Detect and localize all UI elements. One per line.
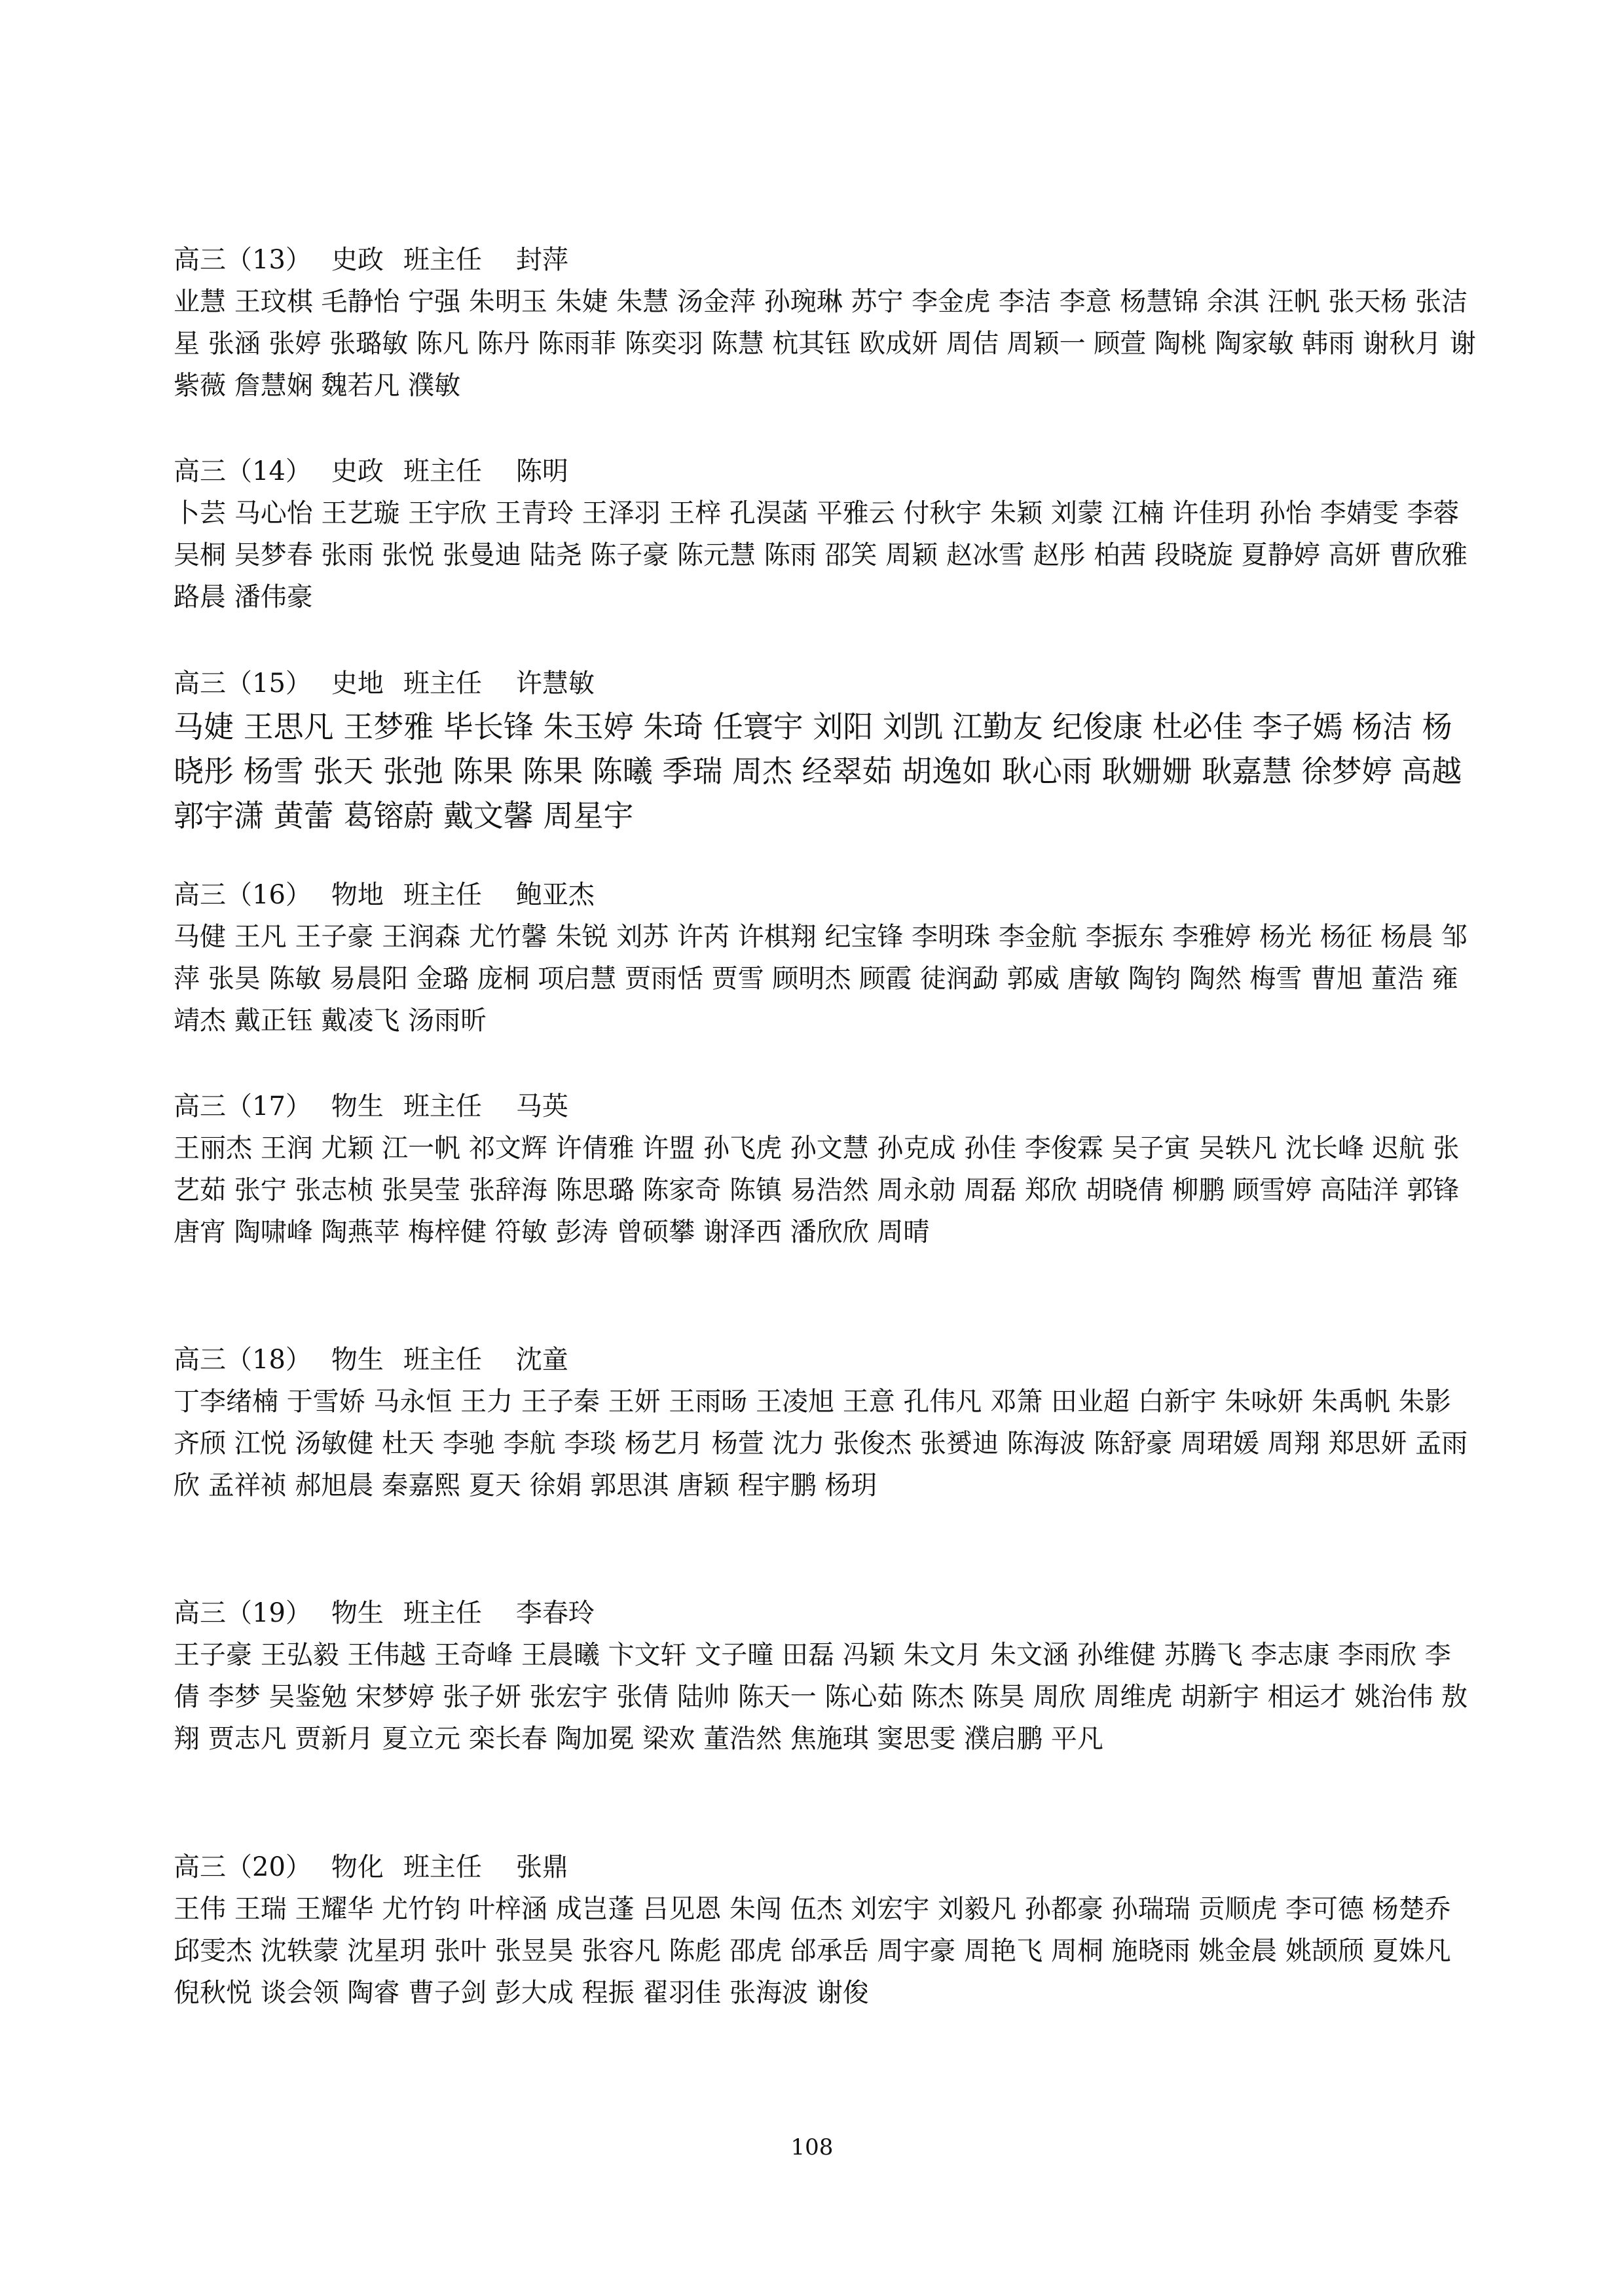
teacher-label: 班主任 [403, 245, 482, 275]
class-header [174, 450, 1477, 492]
teacher-name: 张鼎 [515, 1852, 568, 1882]
teacher-name: 鲍亚杰 [515, 880, 595, 910]
page-number: 108 [790, 2134, 834, 2160]
student-names: 王丽杰 王润 尤颖 江一帆 祁文辉 许倩雅 许盟 孙飞虎 孙文慧 孙克成 孙佳 李俊霖 吴子寅 吴轶凡 沈长峰 迟航 张艺茹 张宁 张志桢 张昊莹 张辞海 陈思璐 陈家奇 陈镇 易浩然 周永勍 周磊 郑欣 胡晓倩 柳鹏 顾雪婷 高陆洋 郭锋 唐宵 陶啸峰 陶燕苹 梅梓健 符敏 彭涛 曾硕攀 谢泽西 潘欣欣 周晴 [174, 1133, 1460, 1247]
class-section-17 [174, 1085, 1477, 1253]
teacher-name: 马英 [515, 1091, 568, 1121]
teacher-label: 班主任 [403, 1852, 482, 1882]
teacher-name: 李春玲 [515, 1598, 595, 1628]
class-section-14 [174, 450, 1477, 618]
class-label: 高三（14） [174, 456, 312, 486]
teacher-label: 班主任 [403, 668, 482, 699]
class-header [174, 1846, 1477, 1888]
class-header [174, 1339, 1477, 1381]
class-header [174, 663, 1477, 704]
student-names: 马婕 王思凡 王梦雅 毕长锋 朱玉婷 朱琦 任寰宇 刘阳 刘凯 江勤友 纪俊康 杜必佳 李子嫣 杨洁 杨晓彤 杨雪 张天 张弛 陈果 陈果 陈曦 季瑞 周杰 经翠茹 胡逸如 耿心雨 耿姗姗 耿嘉慧 徐梦婷 高越 郭宇潇 黄蕾 葛镕蔚 戴文馨 周星宇 [174, 709, 1462, 833]
student-names: 王伟 王瑞 王耀华 尤竹钧 叶梓涵 成岂蓬 吕见恩 朱闯 伍杰 刘宏宇 刘毅凡 孙都豪 孙瑞瑞 贡顺虎 李可德 杨楚乔 邱雯杰 沈轶蒙 沈星玥 张叶 张昱昊 张容凡 陈彪 邵虎 邰承岳 周宇豪 周艳飞 周桐 施晓雨 姚金晨 姚颉颀 夏姝凡 倪秋悦 谈会领 陶睿 曹子剑 彭大成 程振 翟羽佳 张海波 谢俊 [174, 1894, 1451, 2008]
class-track: 物化 [331, 1852, 384, 1882]
student-names: 业慧 王玟棋 毛静怡 宁强 朱明玉 朱婕 朱慧 汤金萍 孙琬琳 苏宁 李金虎 李洁 李意 杨慧锦 余淇 汪帆 张天杨 张洁星 张涵 张婷 张璐敏 陈凡 陈丹 陈雨菲 陈奕羽 陈慧 杭其钰 欧成妍 周佶 周颖一 顾萱 陶桃 陶家敏 韩雨 谢秋月 谢紫薇 詹慧娴 魏若凡 濮敏 [174, 287, 1476, 401]
class-label: 高三（13） [174, 245, 312, 275]
class-section-13 [174, 239, 1477, 407]
class-track: 史政 [331, 456, 384, 486]
teacher-label: 班主任 [403, 1091, 482, 1121]
class-label: 高三（18） [174, 1345, 312, 1375]
class-track: 物生 [331, 1598, 384, 1628]
class-track: 史政 [331, 245, 384, 275]
class-section-18 [174, 1339, 1477, 1506]
class-section-16 [174, 874, 1477, 1042]
class-track: 物生 [331, 1091, 384, 1121]
teacher-name: 沈童 [515, 1345, 568, 1375]
class-track: 物生 [331, 1345, 384, 1375]
class-header [174, 1085, 1477, 1127]
class-section-20 [174, 1846, 1477, 2014]
class-label: 高三（15） [174, 668, 312, 699]
class-header [174, 239, 1477, 281]
student-names: 丁李绪楠 于雪娇 马永恒 王力 王子秦 王妍 王雨旸 王凌旭 王意 孔伟凡 邓箫 田业超 白新宇 朱咏妍 朱禹帆 朱影 齐颀 江悦 汤敏健 杜天 李驰 李航 李琰 杨艺月 杨萱 沈力 张俊杰 张赟迪 陈海波 陈舒豪 周珺媛 周翔 郑思妍 孟雨欣 孟祥祯 郝旭晨 秦嘉熙 夏天 徐娟 郭思淇 唐颖 程宇鹏 杨玥 [174, 1387, 1468, 1501]
teacher-label: 班主任 [403, 456, 482, 486]
student-names: 王子豪 王弘毅 王伟越 王奇峰 王晨曦 卞文轩 文子曈 田磊 冯颖 朱文月 朱文涵 孙维健 苏腾飞 李志康 李雨欣 李倩 李梦 吴鉴勉 宋梦婷 张子妍 张宏宇 张倩 陆帅 陈天一 陈心茹 陈杰 陈昊 周欣 周维虎 胡新宇 相运才 姚治伟 敖翔 贾志凡 贾新月 夏立元 栾长春 陶加冕 梁欢 董浩然 焦施琪 窦思雯 濮启鹏 平凡 [174, 1640, 1468, 1754]
teacher-label: 班主任 [403, 1345, 482, 1375]
teacher-name: 许慧敏 [515, 668, 595, 699]
class-header [174, 1592, 1477, 1634]
class-label: 高三（17） [174, 1091, 312, 1121]
class-track: 史地 [331, 668, 384, 699]
teacher-label: 班主任 [403, 880, 482, 910]
teacher-name: 封萍 [515, 245, 568, 275]
teacher-name: 陈明 [515, 456, 568, 486]
class-label: 高三（16） [174, 880, 312, 910]
class-section-19 [174, 1592, 1477, 1760]
student-names: 卜芸 马心怡 王艺璇 王宇欣 王青玲 王泽羽 王梓 孔淏菡 平雅云 付秋宇 朱颖 刘蒙 江楠 许佳玥 孙怡 李婧雯 李蓉 吴桐 吴梦春 张雨 张悦 张曼迪 陆尧 陈子豪 陈元慧 陈雨 邵笑 周颖 赵冰雪 赵彤 柏茜 段晓旋 夏静婷 高妍 曹欣雅 路晨 潘伟豪 [174, 498, 1468, 612]
class-section-15 [174, 663, 1477, 838]
class-track: 物地 [331, 880, 384, 910]
class-label: 高三（19） [174, 1598, 312, 1628]
student-names: 马健 王凡 王子豪 王润森 尤竹馨 朱锐 刘苏 许芮 许棋翔 纪宝锋 李明珠 李金航 李振东 李雅婷 杨光 杨征 杨晨 邹萍 张昊 陈敏 易晨阳 金璐 庞桐 项启慧 贾雨恬 贾雪 顾明杰 顾霞 徒润勐 郭威 唐敏 陶钧 陶然 梅雪 曹旭 董浩 雍靖杰 戴正钰 戴凌飞 汤雨昕 [174, 922, 1468, 1036]
teacher-label: 班主任 [403, 1598, 482, 1628]
class-label: 高三（20） [174, 1852, 312, 1882]
class-header [174, 874, 1477, 916]
